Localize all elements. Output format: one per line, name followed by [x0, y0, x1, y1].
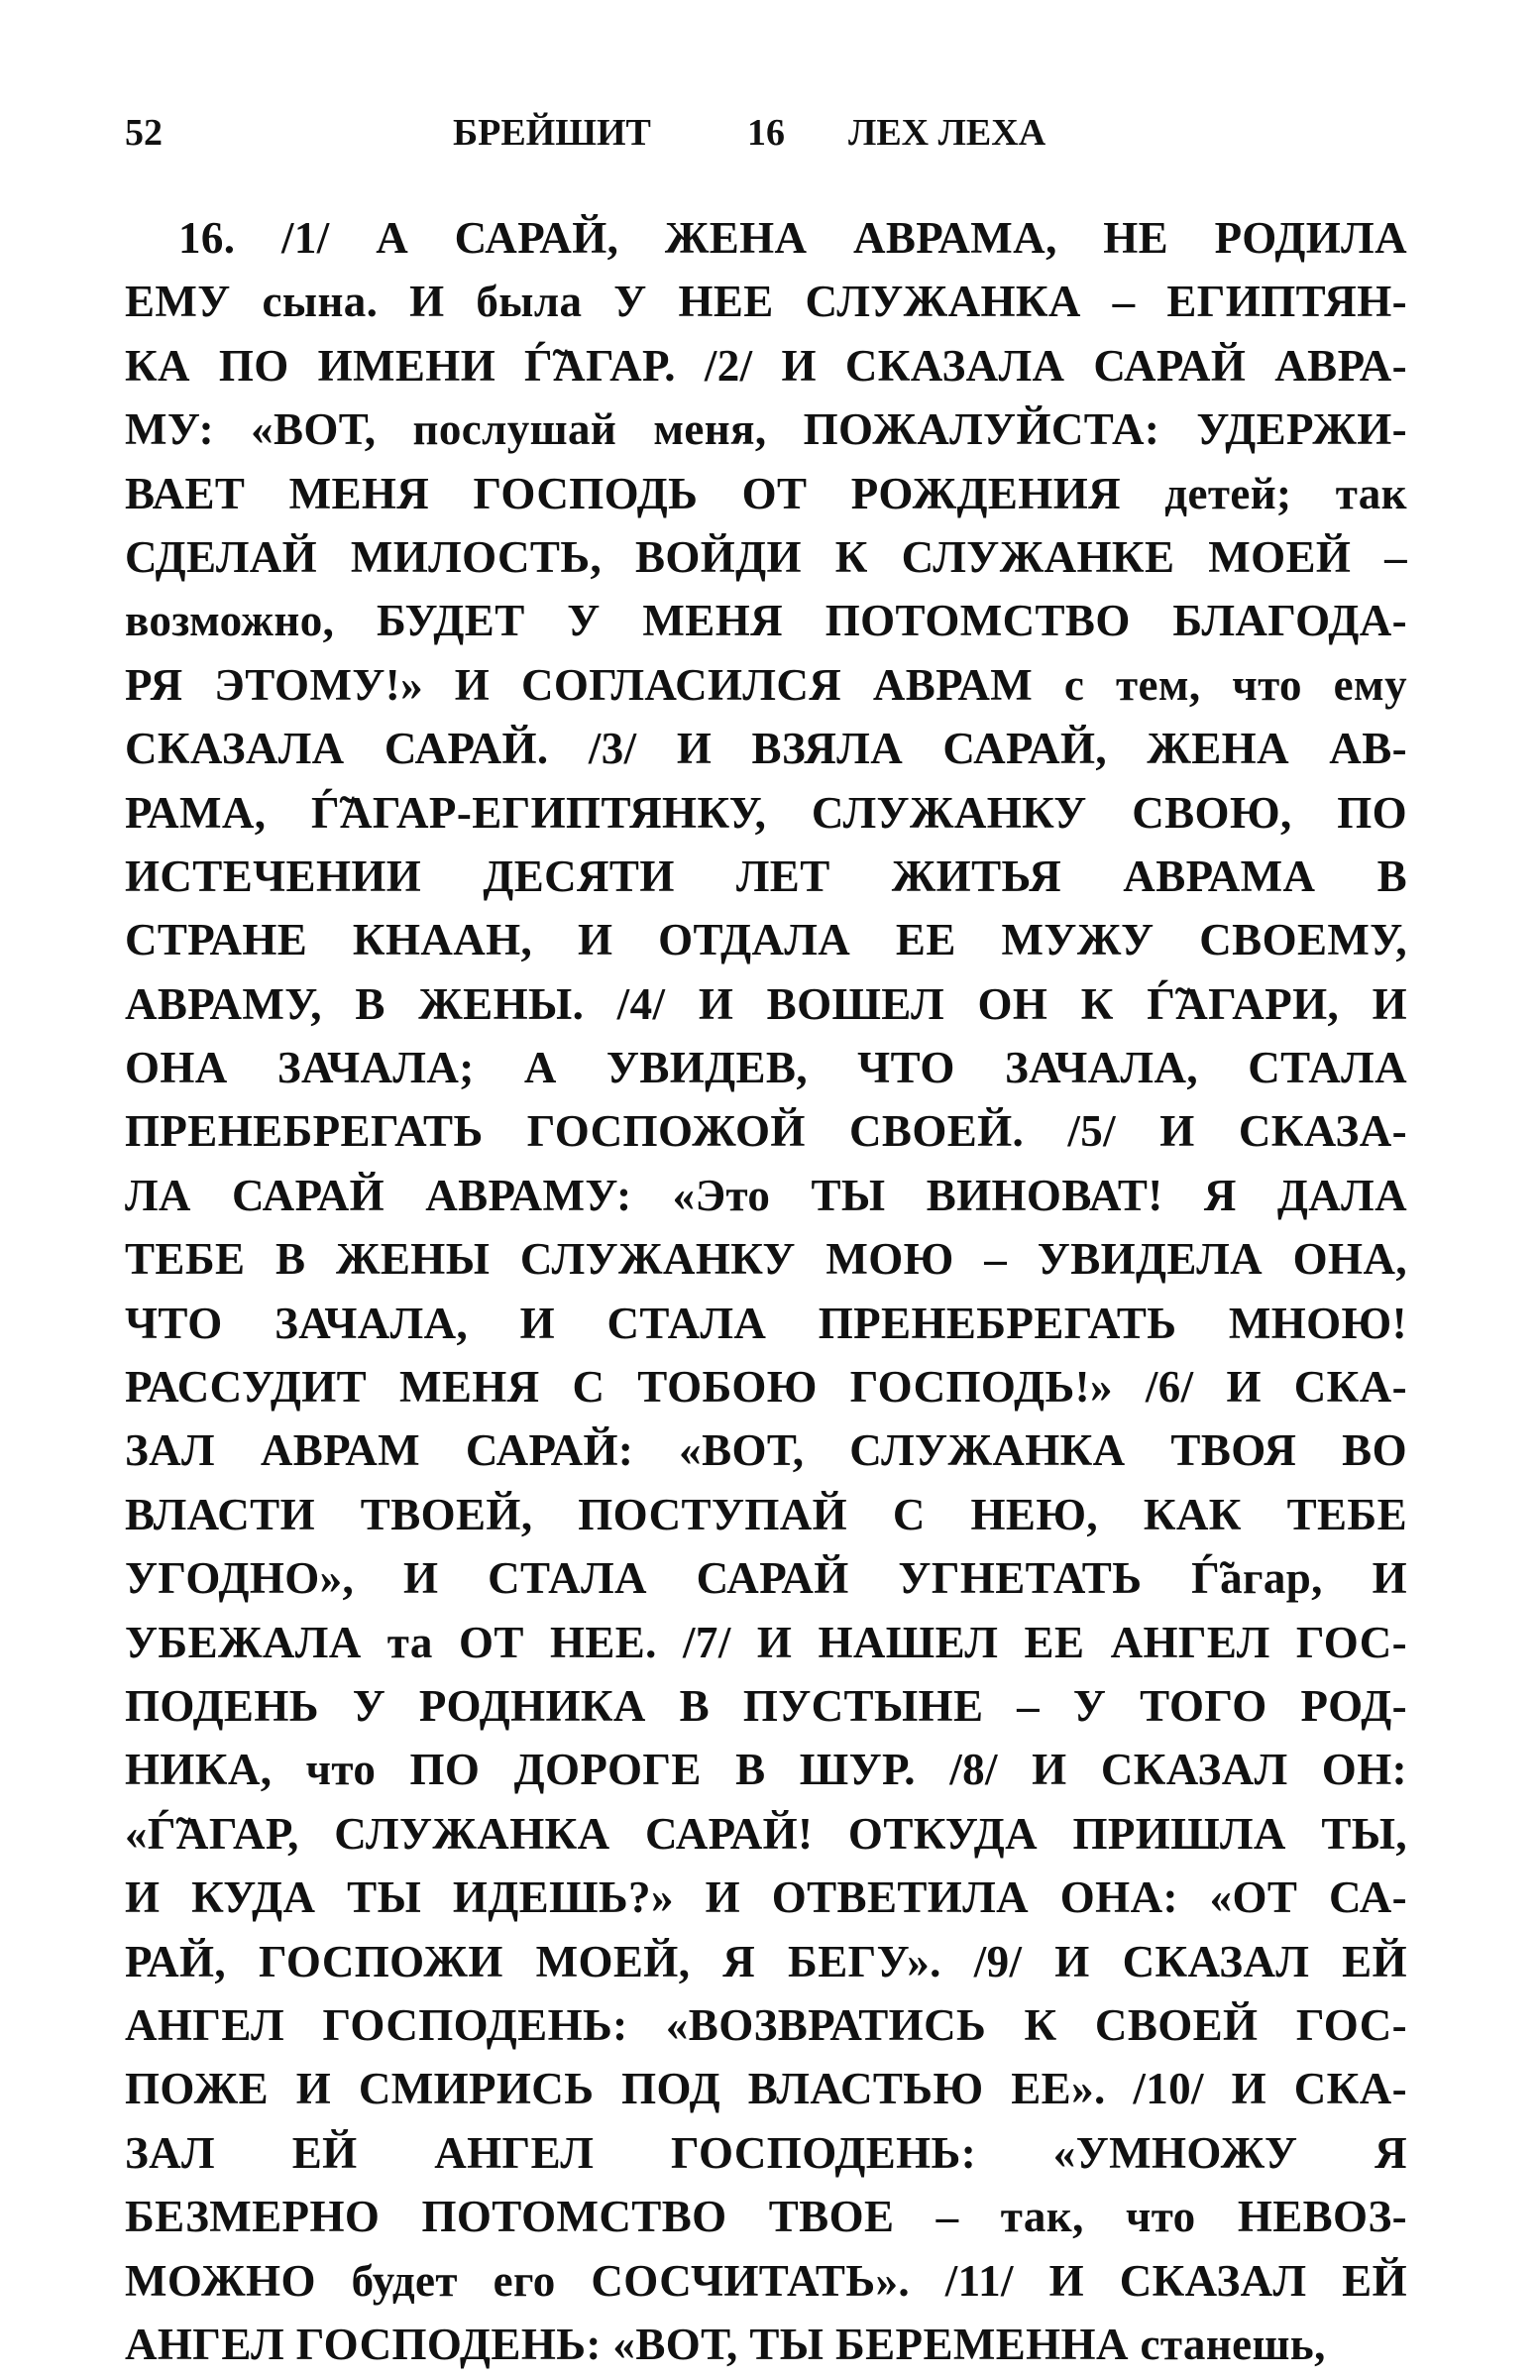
text-line: ПРЕНЕБРЕГАТЬ ГОСПОЖОЙ СВОЕЙ. /5/ И СКАЗА- — [125, 1106, 1407, 1157]
text-line: АНГЕЛ ГОСПОДЕНЬ: «ВОЗВРАТИСЬ К СВОЕЙ ГОС- — [125, 1999, 1407, 2050]
text-line: ИСТЕЧЕНИИ ДЕСЯТИ ЛЕТ ЖИТЬЯ АВРАМА В — [125, 850, 1407, 901]
text-line: АВРАМУ, В ЖЕНЫ. /4/ И ВОШЕЛ ОН К Ѓ̃АГАРИ, И — [125, 978, 1407, 1029]
text-line: «Ѓ̃АГАР, СЛУЖАНКА САРАЙ! ОТКУДА ПРИШЛА ТЫ, — [125, 1808, 1407, 1859]
text-line: ОНА ЗАЧАЛА; А УВИДЕВ, ЧТО ЗАЧАЛА, СТАЛА — [125, 1043, 1407, 1093]
text-line: ПОДЕНЬ У РОДНИКА В ПУСТЫНЕ – У ТОГО РОД- — [125, 1680, 1407, 1731]
text-line: ЛА САРАЙ АВРАМУ: «Это ТЫ ВИНОВАТ! Я ДАЛА — [125, 1170, 1407, 1220]
text-line: НИКА, что ПО ДОРОГЕ В ШУР. /8/ И СКАЗАЛ ОН: — [125, 1745, 1407, 1795]
text-line: возможно, БУДЕТ У МЕНЯ ПОТОМСТВО БЛАГОДА- — [125, 596, 1407, 646]
text-line: ВАЕТ МЕНЯ ГОСПОДЬ ОТ РОЖДЕНИЯ детей; так — [125, 468, 1407, 518]
text-line: СКАЗАЛА САРАЙ. /3/ И ВЗЯЛА САРАЙ, ЖЕНА АВ- — [125, 724, 1407, 774]
text-line: ЗАЛ ЕЙ АНГЕЛ ГОСПОДЕНЬ: «УМНОЖУ Я — [125, 2127, 1407, 2178]
book-title: БРЕЙШИТ — [453, 112, 651, 154]
text-line: МУ: «ВОТ, послушай меня, ПОЖАЛУЙСТА: УДЕРЖИ- — [125, 404, 1407, 455]
chapter-number: 16 — [747, 112, 785, 154]
text-line: ЕМУ сына. И была У НЕЕ СЛУЖАНКА – ЕГИПТЯН- — [125, 277, 1407, 327]
text-line: И КУДА ТЫ ИДЕШЬ?» И ОТВЕТИЛА ОНА: «ОТ СА- — [125, 1872, 1407, 1923]
text-line: ТЕБЕ В ЖЕНЫ СЛУЖАНКУ МОЮ – УВИДЕЛА ОНА, — [125, 1234, 1407, 1285]
portion-title: ЛЕХ ЛЕХА — [848, 112, 1046, 154]
body-text — [125, 206, 1407, 2376]
text-line: ПОЖЕ И СМИРИСЬ ПОД ВЛАСТЬЮ ЕЕ». /10/ И СКА- — [125, 2064, 1407, 2114]
text-line: БЕЗМЕРНО ПОТОМСТВО ТВОЕ – так, что НЕВОЗ- — [125, 2192, 1407, 2242]
page-header — [125, 103, 1407, 163]
text-line: 16. /1/ А САРАЙ, ЖЕНА АВРАМА, НЕ РОДИЛА — [178, 213, 1407, 263]
text-line: МОЖНО будет его СОСЧИТАТЬ». /11/ И СКАЗАЛ ЕЙ — [125, 2255, 1407, 2306]
text-line: РАМА, Ѓ̃АГАР-ЕГИПТЯНКУ, СЛУЖАНКУ СВОЮ, ПО — [125, 787, 1407, 838]
text-line: РАЙ, ГОСПОЖИ МОЕЙ, Я БЕГУ». /9/ И СКАЗАЛ ЕЙ — [125, 1936, 1407, 1986]
text-line: РАССУДИТ МЕНЯ С ТОБОЮ ГОСПОДЬ!» /6/ И СКА- — [125, 1362, 1407, 1413]
text-line: АНГЕЛ ГОСПОДЕНЬ: «ВОТ, ТЫ БЕРЕМЕННА станешь, — [125, 2319, 1326, 2369]
text-line: КА ПО ИМЕНИ Ѓ̃АГАР. /2/ И СКАЗАЛА САРАЙ АВРА- — [125, 340, 1407, 391]
text-line: УБЕЖАЛА та ОТ НЕЕ. /7/ И НАШЕЛ ЕЕ АНГЕЛ ГОС- — [125, 1617, 1407, 1667]
page-number: 52 — [125, 112, 163, 154]
text-line: СТРАНЕ КНААН, И ОТДАЛА ЕЕ МУЖУ СВОЕМУ, — [125, 915, 1407, 965]
text-line: РЯ ЭТОМУ!» И СОГЛАСИЛСЯ АВРАМ с тем, что ему — [125, 659, 1407, 710]
text-line: ЗАЛ АВРАМ САРАЙ: «ВОТ, СЛУЖАНКА ТВОЯ ВО — [125, 1425, 1407, 1476]
text-line: ВЛАСТИ ТВОЕЙ, ПОСТУПАЙ С НЕЮ, КАК ТЕБЕ — [125, 1489, 1407, 1539]
text-line: СДЕЛАЙ МИЛОСТЬ, ВОЙДИ К СЛУЖАНКЕ МОЕЙ – — [125, 531, 1407, 582]
text-line: УГОДНО», И СТАЛА САРАЙ УГНЕТАТЬ Ѓ̃агар, И — [125, 1553, 1407, 1604]
text-line: ЧТО ЗАЧАЛА, И СТАЛА ПРЕНЕБРЕГАТЬ МНОЮ! — [125, 1298, 1407, 1348]
